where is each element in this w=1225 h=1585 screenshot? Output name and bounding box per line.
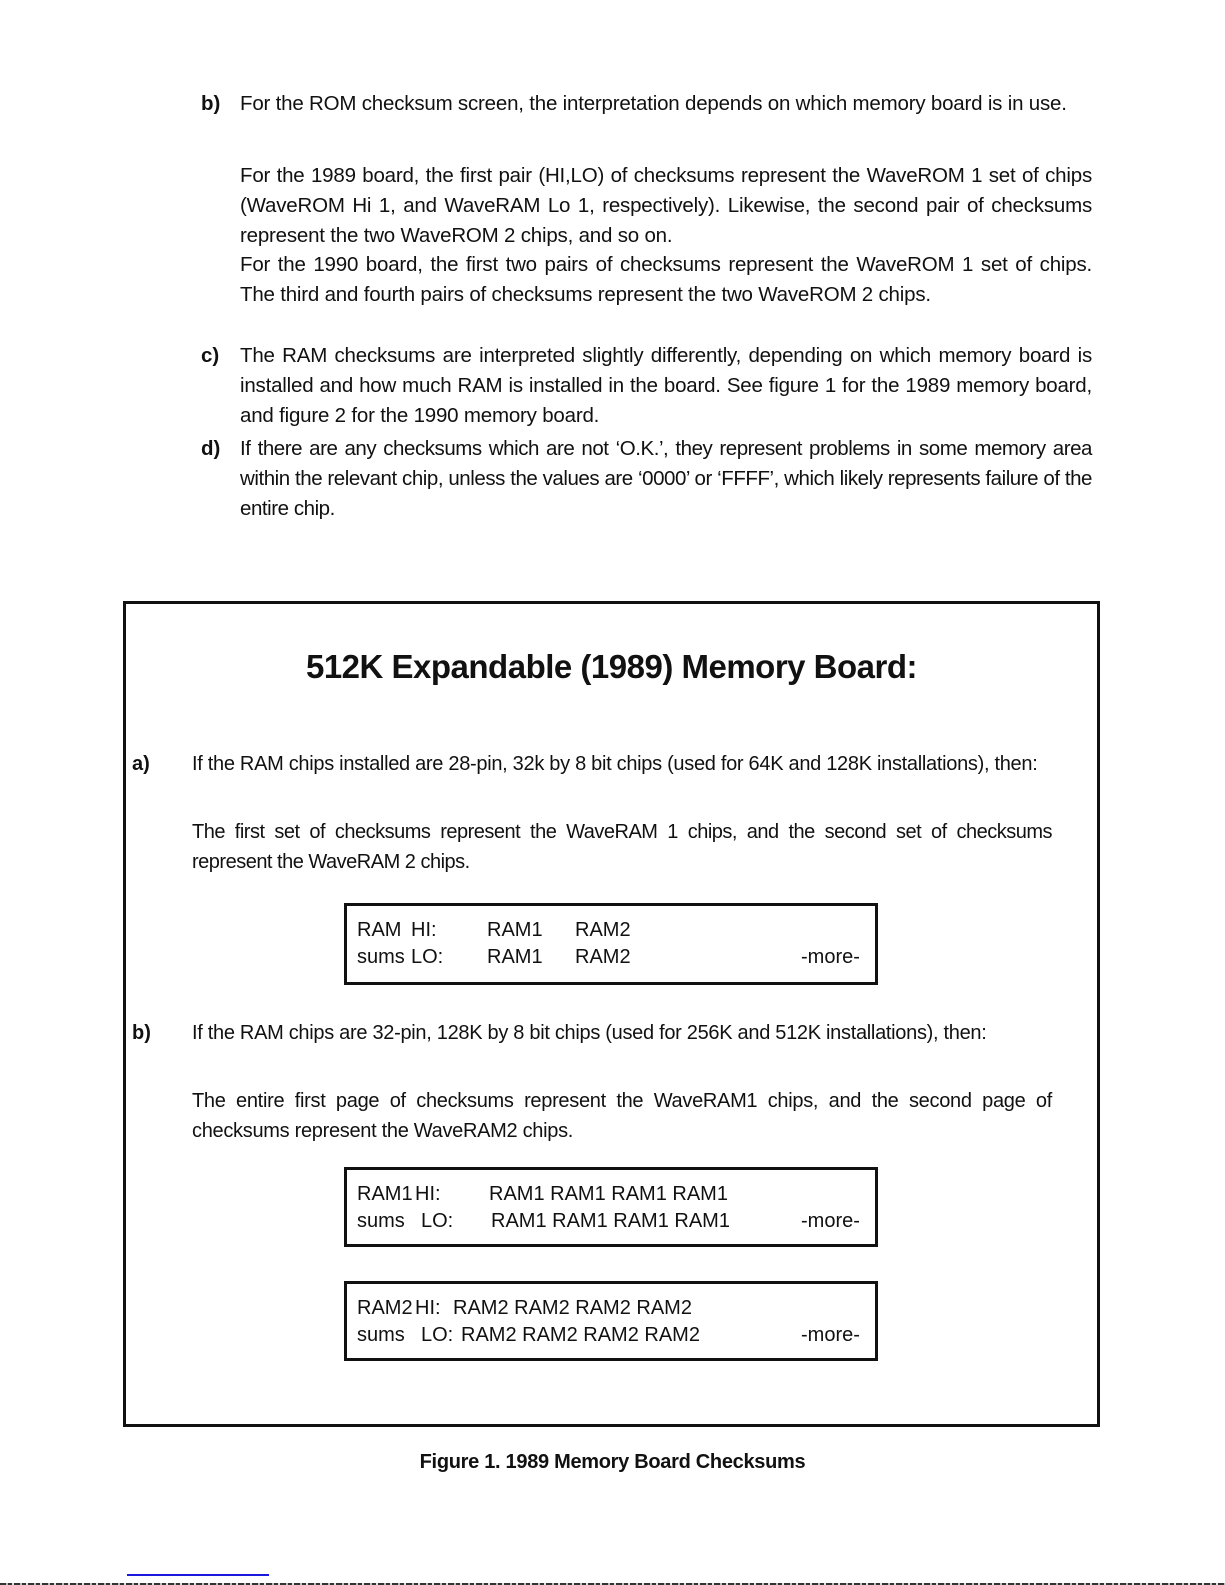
checksum-failure-paragraph: If there are any checksums which are not ‘O.K.’, they represent problems in some memory area within the relevant chip, unless the values are ‘0000’ or ‘FFFF’, which likely represents failure of the entire chip. bbox=[240, 437, 1092, 520]
figure-caption: Figure 1. 1989 Memory Board Checksums bbox=[419, 1451, 806, 1473]
lcd-row-type: HI: bbox=[411, 919, 437, 941]
lcd-values: RAM1 RAM1 RAM1 RAM1 bbox=[489, 1183, 728, 1205]
lcd-row-label: sums bbox=[357, 946, 405, 968]
lcd-row-lo bbox=[357, 1208, 875, 1235]
figure-title: 512K Expandable (1989) Memory Board: bbox=[305, 648, 918, 685]
lcd-row-type: LO: bbox=[421, 1210, 454, 1232]
first-set-paragraph: The first set of checksums represent the WaveRAM 1 chips, and the second set of checksums represent the WaveRAM 2 chips. bbox=[192, 821, 1052, 873]
rom-checksum-paragraph: For the ROM checksum screen, the interpretation depends on which memory board is in use. bbox=[240, 92, 1067, 115]
lcd-display-ram1 bbox=[344, 1167, 878, 1247]
lcd-values: RAM1 RAM1 RAM1 RAM1 bbox=[491, 1210, 730, 1232]
32-pin-chips-paragraph: If the RAM chips are 32-pin, 128K by 8 bit chips (used for 256K and 512K installations), then: bbox=[192, 1022, 987, 1044]
link-underline bbox=[127, 1574, 269, 1576]
lcd-row-label: RAM1 bbox=[357, 1183, 413, 1205]
1990-board-paragraph: For the 1990 board, the first two pairs of checksums represent the WaveROM 1 set of chips. The third and fourth pairs of checksums represent the two WaveROM 2 chips. bbox=[240, 253, 1092, 306]
item-label-c: c) bbox=[201, 344, 220, 367]
1989-board-paragraph: For the 1989 board, the first pair (HI,LO) of checksums represent the WaveROM 1 set of chips (WaveROM Hi 1, and WaveRAM Lo 1, respectively). Likewise, the second pair of checksums represent the two WaveROM 2 chips, and so on. bbox=[240, 164, 1092, 247]
lcd-row-type: LO: bbox=[421, 1324, 454, 1346]
lcd-value: RAM1 bbox=[487, 946, 543, 968]
lcd-row-lo bbox=[357, 944, 875, 971]
lcd-row-type: HI: bbox=[415, 1297, 441, 1319]
lcd-row-label: RAM bbox=[357, 919, 402, 941]
lcd-row-hi bbox=[357, 1295, 875, 1322]
lcd-more-indicator: -more- bbox=[801, 1324, 860, 1346]
lcd-row-lo bbox=[357, 1322, 875, 1349]
lcd-values: RAM2 RAM2 RAM2 RAM2 bbox=[453, 1297, 692, 1319]
lcd-row-hi bbox=[357, 1181, 875, 1208]
28-pin-chips-paragraph: If the RAM chips installed are 28-pin, 32k by 8 bit chips (used for 64K and 128K installations), then: bbox=[192, 753, 1038, 775]
lcd-display-ram2 bbox=[344, 1281, 878, 1361]
lcd-value: RAM2 bbox=[575, 919, 631, 941]
lcd-row-label: RAM2 bbox=[357, 1297, 413, 1319]
lcd-row-type: HI: bbox=[415, 1183, 441, 1205]
figure-box bbox=[123, 601, 1100, 1427]
lcd-display-28pin bbox=[344, 903, 878, 985]
item-label-b: b) bbox=[201, 92, 221, 115]
lcd-more-indicator: -more- bbox=[801, 1210, 860, 1232]
lcd-row-type: LO: bbox=[411, 946, 444, 968]
lcd-row-label: sums bbox=[357, 1210, 405, 1232]
first-page-paragraph: The entire first page of checksums represent the WaveRAM1 chips, and the second page of checksums represent the WaveRAM2 chips. bbox=[192, 1090, 1052, 1142]
lcd-value: RAM1 bbox=[487, 919, 543, 941]
lcd-values: RAM2 RAM2 RAM2 RAM2 bbox=[461, 1324, 700, 1346]
item-label-d: d) bbox=[201, 437, 221, 460]
lcd-row-label: sums bbox=[357, 1324, 405, 1346]
lcd-row-hi bbox=[357, 917, 875, 944]
figure-item-label-b: b) bbox=[132, 1022, 151, 1044]
lcd-value: RAM2 bbox=[575, 946, 631, 968]
lcd-more-indicator: -more- bbox=[801, 946, 860, 968]
figure-item-label-a: a) bbox=[132, 753, 150, 775]
ram-checksum-paragraph: The RAM checksums are interpreted slightly differently, depending on which memory board is installed and how much RAM is installed in the board. See figure 1 for the 1989 memory board, and figure 2 for the 1990 memory board. bbox=[240, 344, 1092, 427]
